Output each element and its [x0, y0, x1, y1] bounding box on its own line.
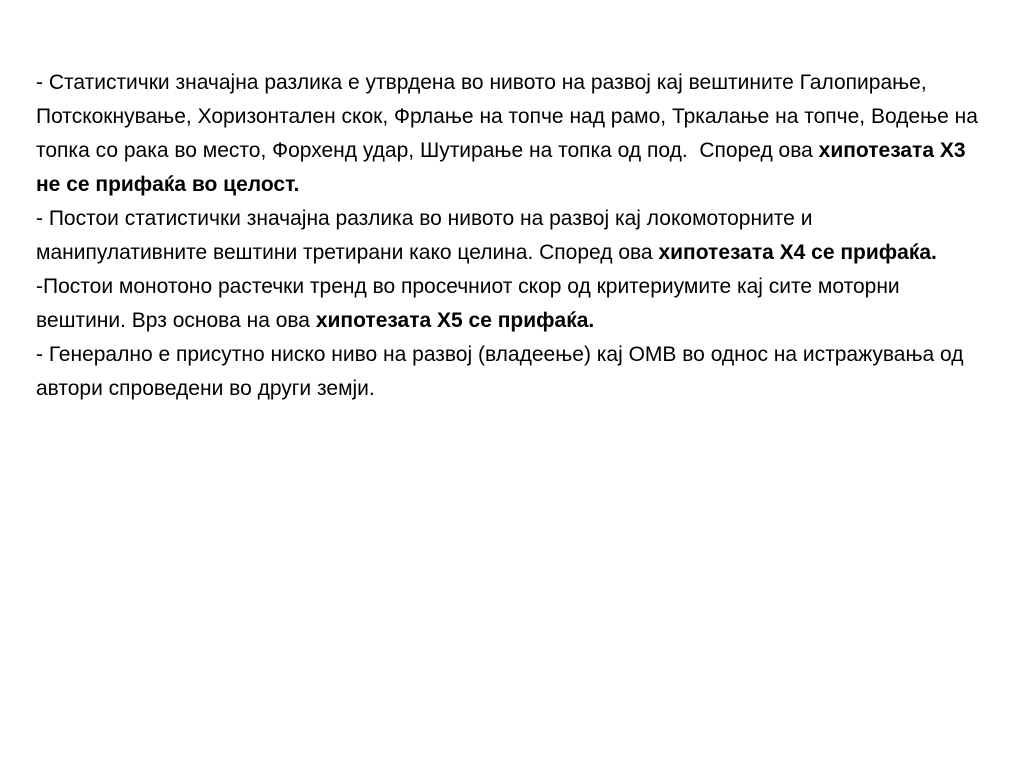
- hypothesis-h3-conclusion: хипотезата Х3 не се прифаќа во целост.: [36, 139, 972, 196]
- paragraph-h5-text: -Постои монотоно растечки тренд во просечниот скор од критериумите кај сите моторни вештини. Врз основа на ова: [36, 275, 906, 332]
- paragraph-h5: [36, 270, 986, 338]
- paragraph-general-text: - Генерално е присутно ниско ниво на развој (владеење) кај ОМВ во однос на истражувања од автори спроведени во други земји.: [36, 343, 970, 400]
- text-content: [36, 66, 986, 406]
- paragraph-h4-text: - Постои статистички значајна разлика во нивото на развој кај локомоторните и манипулативните вештини третирани како целина. Според ова: [36, 207, 819, 264]
- paragraph-h4: [36, 202, 986, 270]
- paragraph-h3-text: - Статистички значајна разлика е утврдена во нивото на развој кај вештините Галопирање, Потскокнување, Хоризонтален скок, Фрлање на топче над рамо, Тркалање на топче, Водење на топка со рака во место, Форхенд удар, Шутирање на топка од под. Според ова: [36, 71, 984, 162]
- paragraph-h3: [36, 66, 986, 202]
- hypothesis-h4-conclusion: хипотезата Х4 се прифаќа.: [658, 241, 937, 264]
- paragraph-general: [36, 338, 986, 406]
- hypothesis-h5-conclusion: хипотезата Х5 се прифаќа.: [315, 309, 595, 332]
